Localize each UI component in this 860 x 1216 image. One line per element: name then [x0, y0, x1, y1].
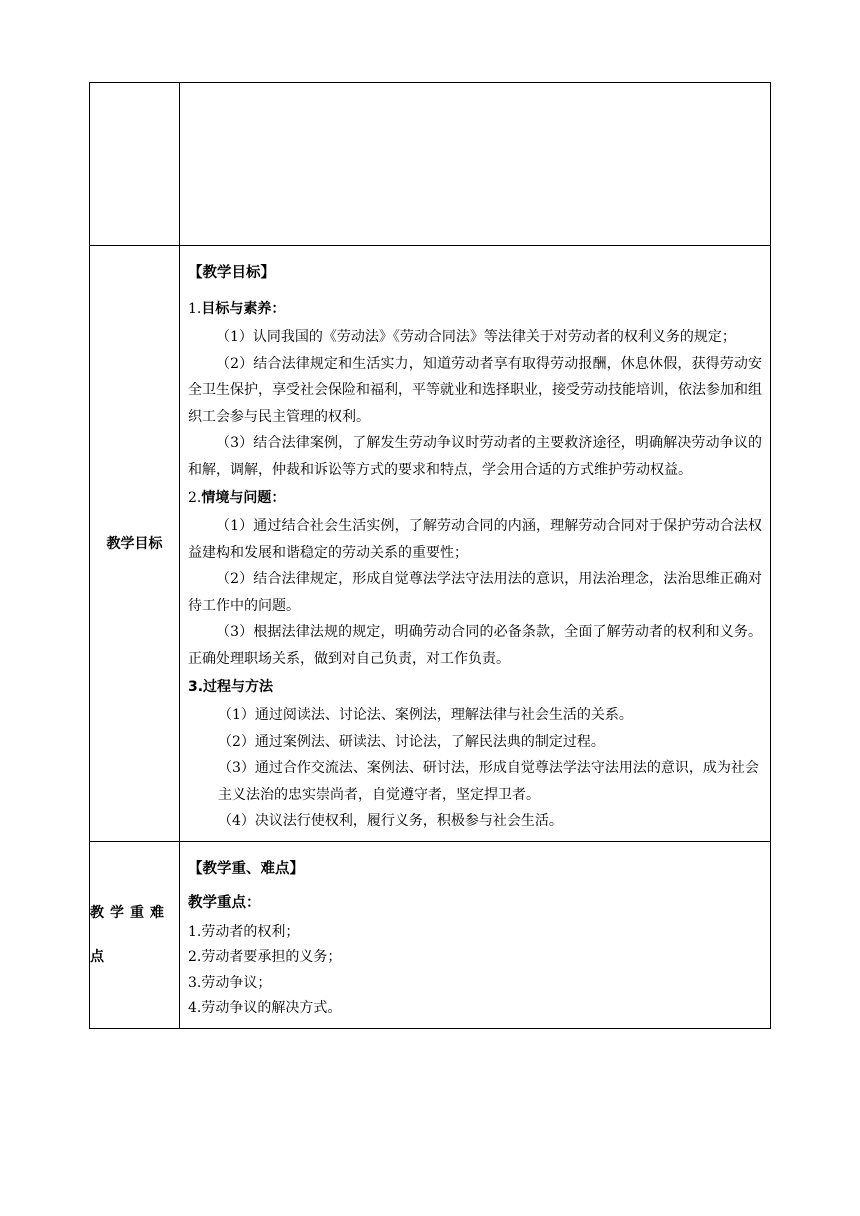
goals-s1-item: （3）结合法律案例，了解发生劳动争议时劳动者的主要救济途径，明确解决劳动争议的和解，调解，仲裁和诉讼等方式的要求和特点，学会用合适的方式维护劳动权益。	[188, 435, 762, 478]
goals-section-1-title: 1.目标与素养：	[188, 301, 286, 317]
empty-label-cell	[90, 83, 180, 246]
key-points-subheading: 教学重点：	[188, 894, 261, 911]
goals-s1-item: （2）结合法律规定和生活实力，知道劳动者享有取得劳动报酬，休息休假，获得劳动安全卫生保护，享受社会保险和福利，平等就业和选择职业，接受劳动技能培训，依法参加和组织工会参与民主管理的权利。	[188, 355, 762, 425]
goals-heading: 【教学目标】	[188, 265, 275, 281]
goals-s2-item: （2）结合法律规定，形成自觉尊法学法守法用法的意识，用法治理念，法治思维正确对待工作中的问题。	[188, 571, 762, 614]
table-row-goals	[90, 246, 771, 842]
goals-s2-item: （1）通过结合社会生活实例，了解劳动合同的内涵，理解劳动合同对于保护劳动合法权益建构和发展和谐稳定的劳动关系的重要性；	[188, 518, 762, 561]
key-point-item: 1.劳动者的权利；	[188, 923, 300, 940]
table-row-key-points	[90, 841, 771, 1028]
goals-s3-item: （1）通过阅读法、讨论法、案例法，理解法律与社会生活的关系。	[218, 707, 633, 723]
key-points-label: 教学重难点	[90, 841, 180, 1028]
table-row-empty	[90, 83, 771, 246]
key-point-item: 3.劳动争议；	[188, 974, 272, 991]
goals-s3-item: （3）通过合作交流法、案例法、研讨法，形成自觉尊法学法守法用法的意识，成为社会主义法治的忠实崇尚者，自觉遵守者，坚定捍卫者。	[218, 760, 759, 803]
goals-label: 教学目标	[90, 246, 180, 842]
goals-s2-item: （3）根据法律法规的规定，明确劳动合同的必备条款，全面了解劳动者的权利和义务。正确处理职场关系，做到对自己负责，对工作负责。	[188, 624, 762, 667]
goals-content-cell	[180, 246, 771, 842]
goals-s3-item: （2）通过案例法、研读法、讨论法，了解民法典的制定过程。	[218, 733, 605, 750]
goals-s1-item: （1）认同我国的《劳动法》《劳动合同法》等法律关于对劳动者的权利义务的规定；	[216, 329, 736, 345]
goals-s3-item: （4）决议法行使权利，履行义务，积极参与社会生活。	[218, 813, 563, 829]
empty-content-cell	[180, 83, 771, 246]
lesson-plan-table	[89, 82, 771, 1029]
key-points-content-cell	[180, 841, 771, 1028]
goals-section-3-title: 3.过程与方法	[188, 679, 274, 695]
key-point-item: 4.劳动争议的解决方式。	[188, 1000, 342, 1016]
key-point-item: 2.劳动者要承担的义务；	[188, 949, 342, 965]
goals-section-2-title: 2.情境与问题：	[188, 490, 286, 506]
key-points-heading: 【教学重、难点】	[188, 860, 304, 877]
